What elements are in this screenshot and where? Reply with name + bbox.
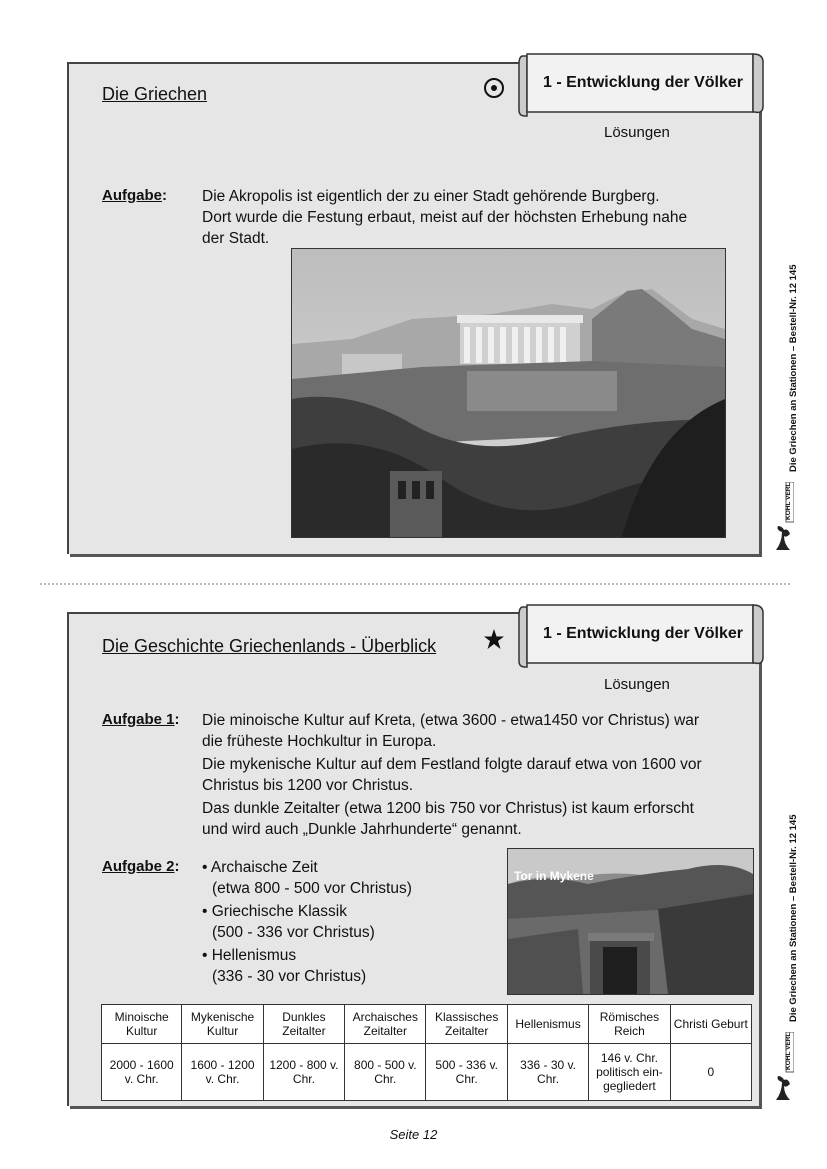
table-cell: 1200 - 800 v. Chr. <box>263 1044 344 1101</box>
task-answer: Die Akropolis ist eigentlich der zu einer Stadt gehörende Burgberg. Dort wurde die Festung erbaut, meist auf der höchsten Erhebung nahe der Stadt. <box>202 188 688 247</box>
photo-caption: Tor in Mykene <box>514 869 594 883</box>
solutions-label: Lösungen <box>604 124 670 141</box>
acropolis-photo <box>291 248 726 538</box>
table-cell: 500 - 336 v. Chr. <box>426 1044 507 1101</box>
solutions-label: Lösungen <box>604 676 670 693</box>
epochs-table <box>101 1004 752 1101</box>
station-banner <box>515 601 755 653</box>
table-cell: 336 - 30 v. Chr. <box>507 1044 588 1101</box>
svg-text:KOHL VERLAG: KOHL VERLAG <box>785 1032 792 1070</box>
table-cell: 146 v. Chr. politisch ein-gegliedert <box>589 1044 670 1101</box>
table-header-cell: Klassisches Zeitalter <box>426 1005 507 1044</box>
task-label: Aufgabe: <box>102 187 167 204</box>
table-cell: 2000 - 1600 v. Chr. <box>102 1044 182 1101</box>
page-number: Seite 12 <box>389 1127 438 1142</box>
table-cell: 1600 - 1200 v. Chr. <box>182 1044 263 1101</box>
table-header-cell: Hellenismus <box>507 1005 588 1044</box>
station-banner <box>515 50 755 102</box>
banner-label: 1 - Entwicklung der Völker <box>542 625 744 642</box>
table-header-cell: Minoische Kultur <box>102 1005 182 1044</box>
card-title: Die Griechen <box>102 84 208 104</box>
table-cell: 0 <box>670 1044 751 1101</box>
task1-label: Aufgabe 1: <box>102 711 180 728</box>
task2-label: Aufgabe 2: <box>102 858 180 875</box>
mycenae-gate-photo <box>507 848 754 995</box>
card-title: Die Geschichte Griechenlands - Überblick <box>102 636 437 656</box>
svg-text:KOHL VERLAG: KOHL VERLAG <box>785 482 792 520</box>
table-cell: 800 - 500 v. Chr. <box>345 1044 426 1101</box>
task2-answer: • Archaische Zeit (etwa 800 - 500 vor Christus) • Griechische Klassik (500 - 336 vor Christus) • Hellenismus (336 - 30 vor Christus) <box>202 859 412 985</box>
sidebar-order-info: Die Griechen an Stationen – Bestell-Nr. 12 145 <box>788 264 799 472</box>
table-header-cell: Dunkles Zeitalter <box>263 1005 344 1044</box>
publisher-logo <box>772 482 794 552</box>
section-divider <box>40 583 790 585</box>
table-header-cell: Archaisches Zeitalter <box>345 1005 426 1044</box>
table-header-cell: Römisches Reich <box>589 1005 670 1044</box>
task1-answer: Die minoische Kultur auf Kreta, (etwa 3600 - etwa1450 vor Christus) war die früheste Hochkultur in Europa. Die mykenische Kultur auf dem Festland folgte darauf etwa von 1600 vor Christus bis 1200 vor Christus. Das dunkle Zeitalter (etwa 1200 bis 750 vor Christus) ist kaum erforscht und wird auch „Dunkle Jahrhunderte“ genannt. <box>202 712 702 838</box>
table-header-row <box>102 1005 752 1044</box>
table-row <box>102 1044 752 1101</box>
target-circle-icon <box>482 76 506 106</box>
banner-label: 1 - Entwicklung der Völker <box>542 74 744 91</box>
star-icon <box>483 628 505 656</box>
table-header-cell: Christi Geburt <box>670 1005 751 1044</box>
publisher-logo <box>772 1032 794 1102</box>
sidebar-order-info: Die Griechen an Stationen – Bestell-Nr. 12 145 <box>788 814 799 1022</box>
table-header-cell: Mykenische Kultur <box>182 1005 263 1044</box>
